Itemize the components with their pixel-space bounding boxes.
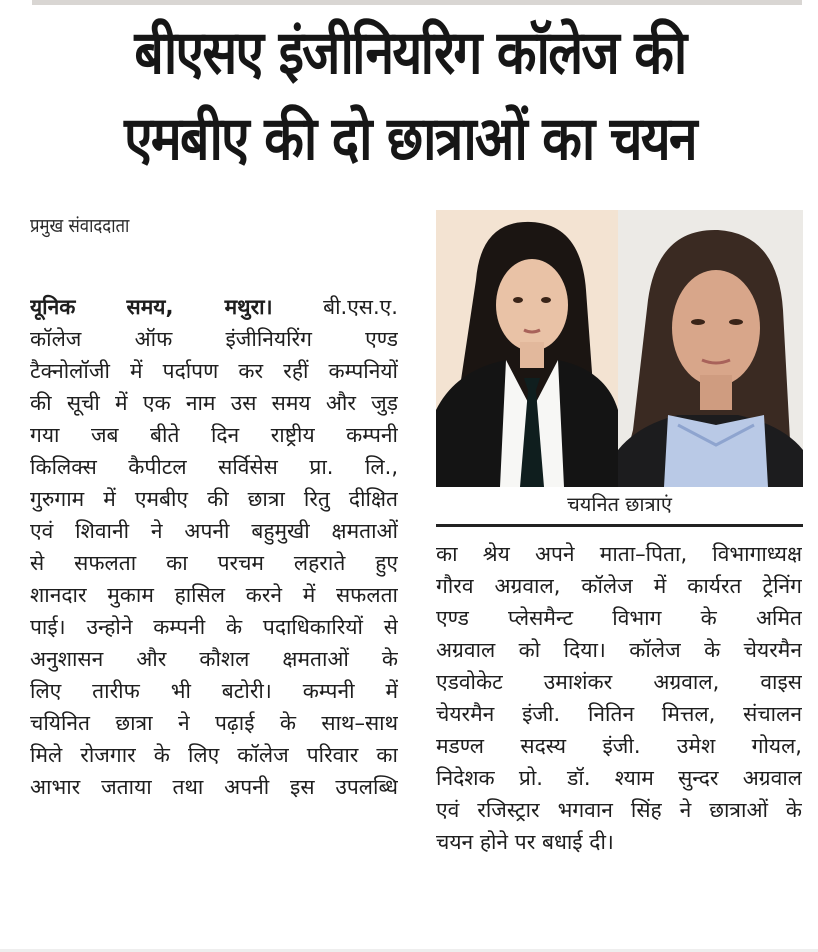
dateline: यूनिक समय, मथुरा।	[30, 295, 273, 319]
caption-divider	[436, 524, 803, 527]
headline-line-2: एमबीए की दो छात्राओं का चयन	[124, 104, 696, 174]
article-line: से सफलता का परचम लहराते हुए	[30, 551, 398, 575]
article-line: एडवोकेट उमाशंकर अग्रवाल, वाइस	[436, 670, 802, 694]
top-border	[32, 0, 802, 5]
article-line: लिए तारीफ भी बटोरी। कम्पनी में	[30, 679, 398, 703]
student-photos	[436, 210, 803, 487]
byline: प्रमुख संवाददाता	[30, 215, 130, 237]
article-text: बी.एस.ए.	[323, 295, 398, 319]
article-line: किलिक्स कैपीटल सर्विसेस प्रा. लि.,	[30, 455, 398, 479]
article-line: चयन होने पर बधाई दी।	[436, 830, 614, 854]
student-photo-1	[436, 210, 618, 487]
article-line: गया जब बीते दिन राष्ट्रीय कम्पनी	[30, 423, 398, 447]
article-line: एवं रजिस्ट्रार भगवान सिंह ने छात्राओं के	[436, 798, 802, 822]
article-line: की सूची में एक नाम उस समय और जुड़	[30, 391, 398, 415]
portrait-image-2	[618, 210, 803, 487]
portrait-image-1	[436, 210, 618, 487]
article-line: गुरुगाम में एमबीए की छात्रा रितु दीक्षित	[30, 487, 398, 511]
article-line: चयिनित छात्रा ने पढ़ाई के साथ–साथ	[30, 711, 398, 735]
article-line: अनुशासन और कौशल क्षमताओं के	[30, 647, 398, 671]
article-line: अग्रवाल को दिया। कॉलेज के चेयरमैन	[436, 638, 802, 662]
student-photo-2	[618, 210, 803, 487]
article-line	[30, 291, 398, 323]
article-line: एण्ड प्लेसमैन्ट विभाग के अमित	[436, 606, 802, 630]
headline-line-1: बीएसए इंजीनियरिग कॉलेज की	[134, 18, 686, 88]
article-line: मिले रोजगार के लिए कॉलेज परिवार का	[30, 743, 398, 767]
article-line: पाई। उन्होने कम्पनी के पदाधिकारियों से	[30, 615, 398, 639]
article-right-column	[436, 538, 802, 858]
article-line: मडण्ल सदस्य इंजी. उमेश गोयल,	[436, 734, 802, 758]
article-line: निदेशक प्रो. डॉ. श्याम सुन्दर अग्रवाल	[436, 766, 802, 790]
article-line: टैक्नोलॉजी में पर्दापण कर रहीं कम्पनियों	[30, 359, 398, 383]
article-line: चेयरमैन इंजी. नितिन मित्तल, संचालन	[436, 702, 802, 726]
article-line: एवं शिवानी ने अपनी बहुमुखी क्षमताओं	[30, 519, 398, 543]
photo-caption: चयनित छात्राएं	[567, 492, 672, 516]
article-line: गौरव अग्रवाल, कॉलेज में कार्यरत ट्रेनिंग	[436, 574, 802, 598]
article-line: शानदार मुकाम हासिल करने में सफलता	[30, 583, 398, 607]
article-line: कॉलेज ऑफ इंजीनियरिंग एण्ड	[30, 327, 398, 351]
article-line: का श्रेय अपने माता–पिता, विभागाध्यक्ष	[436, 542, 802, 566]
article-left-column	[30, 291, 398, 803]
article-line: आभार जताया तथा अपनी इस उपलब्धि	[30, 775, 398, 799]
